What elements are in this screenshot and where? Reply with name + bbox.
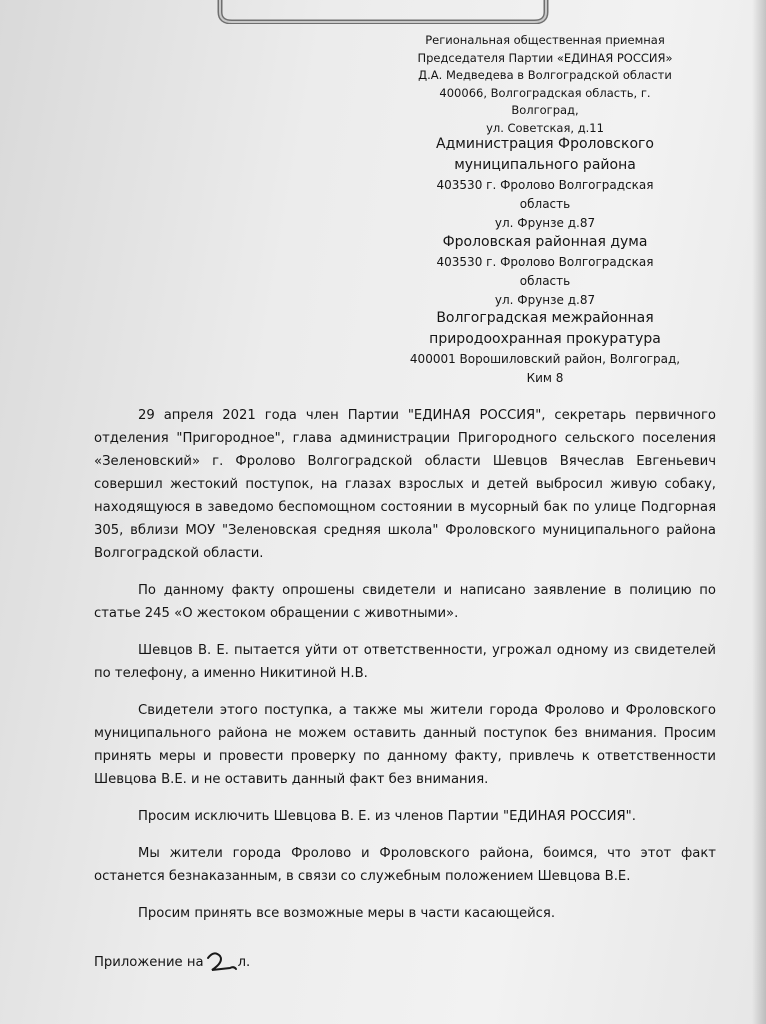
page-edge-shadow — [752, 0, 766, 1024]
paragraph-request-check: Свидетели этого поступка, а также мы жители города Фролово и Фроловского муниципального района не можем оставить данный поступок без внимания. Просим принять меры и провести проверку по данному факту, привлечь к ответственности Шевцова В.Е. и не оставить данный факт без внимания. — [94, 703, 716, 787]
paragraph-request-exclusion: Просим исключить Шевцова В. Е. из членов Партии "ЕДИНАЯ РОССИЯ". — [138, 809, 636, 824]
attachment-prefix: Приложение на — [94, 955, 204, 970]
binder-clip-icon — [214, 0, 552, 24]
addressee-line: Председателя Партии «ЕДИНАЯ РОССИЯ» — [417, 50, 673, 65]
addressee-block-duma — [415, 232, 675, 310]
addressee-title: природоохранная прокуратура — [429, 331, 661, 347]
paragraph-concern: Мы жители города Фролово и Фроловского района, боимся, что этот факт останется безнаказанным, в связи со служебным положением Шевцова В.Е. — [94, 846, 716, 884]
addressee-title: Волгоградская межрайонная — [436, 310, 654, 326]
addressee-line: Ким 8 — [526, 371, 564, 385]
addressee-title: муниципального района — [454, 157, 636, 173]
attachment-suffix: л. — [237, 955, 251, 970]
addressee-block-prosecutor — [405, 308, 685, 388]
addressee-line: ул. Фрунзе д.87 — [494, 293, 596, 307]
addressee-line: 400001 Ворошиловский район, Волгоград, — [409, 352, 681, 366]
addressee-title: Администрация Фроловского — [436, 136, 654, 152]
handwritten-number-2 — [204, 950, 238, 972]
addressee-block-reception — [410, 32, 680, 137]
addressee-line: Д.А. Медведева в Волгоградской области — [418, 68, 672, 82]
addressee-line: 400066, Волгоградская область, г. Волгоград, — [439, 85, 651, 117]
addressee-line: 403530 г. Фролово Волгоградская область — [436, 178, 654, 211]
addressee-block-administration — [415, 134, 675, 233]
paragraph-threats: Шевцов В. Е. пытается уйти от ответственности, угрожал одному из свидетелей по телефону, а именно Никитиной Н.В. — [94, 643, 716, 681]
letter-body — [94, 404, 716, 939]
paragraph-witnesses: По данному факту опрошены свидетели и написано заявление в полицию по статье 245 «О жестоком обращении с животными». — [94, 583, 716, 621]
paragraph-final-request: Просим принять все возможные меры в части касающейся. — [138, 906, 556, 921]
addressee-line: 403530 г. Фролово Волгоградская область — [436, 255, 654, 288]
addressee-title: Фроловская районная дума — [442, 234, 648, 250]
attachment-note — [94, 950, 250, 974]
addressee-line: Региональная общественная приемная — [425, 33, 665, 47]
addressee-line: ул. Фрунзе д.87 — [494, 216, 596, 230]
addressee-line: ул. Советская, д.11 — [486, 120, 604, 135]
paragraph-incident: 29 апреля 2021 года член Партии "ЕДИНАЯ РОССИЯ", секретарь первичного отделения "Пригородное", глава администрации Пригородного сельского поселения «Зеленовский» г. Фролово Волгоградской области Шевцов Вячеслав Евгеньевич совершил жестокий поступок, на глазах взрослых и детей выбросил живую собаку, находящуюся в заведомо беспомощном состоянии в мусорный бак по улице Подгорная 305, вблизи МОУ "Зеленовская средняя школа" Фроловского муниципального района Волгоградской области. — [94, 408, 716, 561]
